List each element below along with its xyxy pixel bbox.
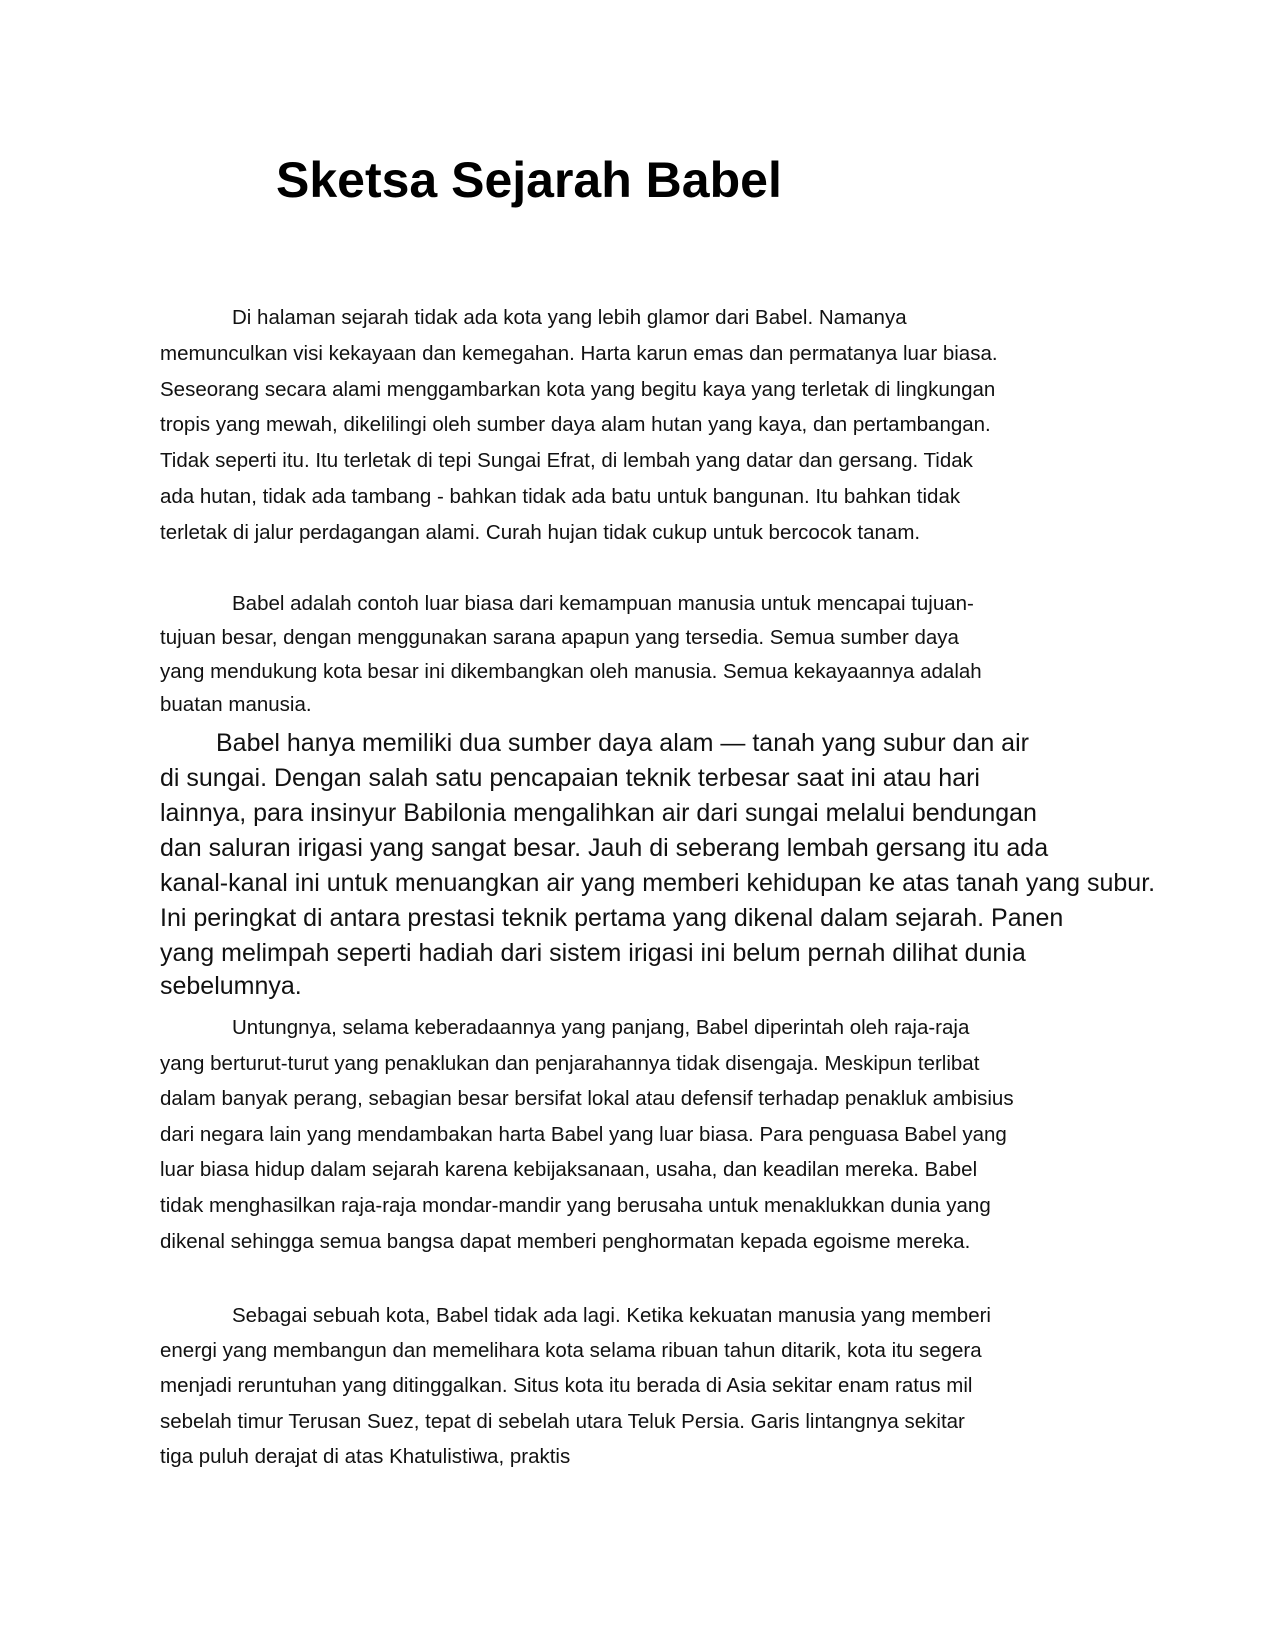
paragraph-4	[160, 1010, 1014, 1259]
paragraph-line: dari negara lain yang mendambakan harta Babel yang luar biasa. Para penguasa Babel yang	[160, 1122, 1007, 1146]
paragraph-line: dalam banyak perang, sebagian besar bersifat lokal atau defensif terhadap penakluk ambisius	[160, 1087, 1014, 1111]
paragraph-line: terletak di jalur perdagangan alami. Curah hujan tidak cukup untuk bercocok tanam.	[160, 520, 921, 544]
paragraph-1	[160, 300, 998, 551]
paragraph-line: sebelah timur Terusan Suez, tepat di sebelah utara Teluk Persia. Garis lintangnya sekitar	[160, 1409, 965, 1433]
paragraph-line: luar biasa hidup dalam sejarah karena kebijaksanaan, usaha, dan keadilan mereka. Babel	[160, 1158, 978, 1182]
paragraph-line: tidak menghasilkan raja-raja mondar-mandir yang berusaha untuk menaklukkan dunia yang	[160, 1193, 991, 1217]
paragraph-line: tujuan besar, dengan menggunakan sarana apapun yang tersedia. Semua sumber daya	[160, 625, 959, 649]
paragraph-line: Untungnya, selama keberadaannya yang panjang, Babel diperintah oleh raja-raja	[232, 1016, 970, 1039]
paragraph-line: sebelumnya.	[160, 972, 302, 1000]
paragraph-line: buatan manusia.	[160, 693, 312, 717]
paragraph-line: yang berturut-turut yang penaklukan dan penjarahannya tidak disengaja. Meskipun terlibat	[160, 1051, 980, 1075]
paragraph-3	[160, 726, 1155, 1001]
paragraph-line: Babel adalah contoh luar biasa dari kemampuan manusia untuk mencapai tujuan-	[232, 592, 974, 615]
paragraph-line: dikenal sehingga semua bangsa dapat memberi penghormatan kepada egoisme mereka.	[160, 1229, 971, 1253]
paragraph-line: yang melimpah seperti hadiah dari sistem irigasi ini belum pernah dilihat dunia	[160, 939, 1026, 967]
paragraph-line: dan saluran irigasi yang sangat besar. Jauh di seberang lembah gersang itu ada	[160, 834, 1049, 862]
paragraph-line: menjadi reruntuhan yang ditinggalkan. Situs kota itu berada di Asia sekitar enam ratus mil	[160, 1374, 973, 1398]
paragraph-line: memunculkan visi kekayaan dan kemegahan. Harta karun emas dan permatanya luar biasa.	[160, 341, 998, 365]
paragraph-line: lainnya, para insinyur Babilonia mengalihkan air dari sungai melalui bendungan	[160, 799, 1037, 827]
paragraph-2	[160, 587, 982, 722]
paragraph-line: Di halaman sejarah tidak ada kota yang lebih glamor dari Babel. Namanya	[232, 306, 907, 329]
paragraph-line: kanal-kanal ini untuk menuangkan air yang memberi kehidupan ke atas tanah yang subur.	[160, 869, 1156, 897]
paragraph-line: ada hutan, tidak ada tambang - bahkan tidak ada batu untuk bangunan. Itu bahkan tidak	[160, 484, 961, 508]
page-title: Sketsa Sejarah Babel	[276, 152, 782, 208]
paragraph-line: Tidak seperti itu. Itu terletak di tepi Sungai Efrat, di lembah yang datar dan gersang. Tidak	[160, 449, 973, 473]
paragraph-line: Babel hanya memiliki dua sumber daya alam — tanah yang subur dan air	[216, 729, 1029, 757]
paragraph-line: tiga puluh derajat di atas Khatulistiwa, praktis	[160, 1444, 571, 1468]
paragraph-line: tropis yang mewah, dikelilingi oleh sumber daya alam hutan yang kaya, dan pertambangan.	[160, 413, 991, 437]
paragraph-line: Seseorang secara alami menggambarkan kota yang begitu kaya yang terletak di lingkungan	[160, 377, 996, 401]
paragraph-line: yang mendukung kota besar ini dikembangkan oleh manusia. Semua kekayaannya adalah	[160, 659, 982, 683]
paragraph-5	[160, 1298, 991, 1474]
paragraph-line: energi yang membangun dan memelihara kota selama ribuan tahun ditarik, kota itu segera	[160, 1339, 982, 1363]
paragraph-line: di sungai. Dengan salah satu pencapaian teknik terbesar saat ini atau hari	[160, 764, 980, 792]
paragraph-line: Ini peringkat di antara prestasi teknik pertama yang dikenal dalam sejarah. Panen	[160, 904, 1064, 932]
paragraph-line: Sebagai sebuah kota, Babel tidak ada lagi. Ketika kekuatan manusia yang memberi	[232, 1304, 991, 1327]
